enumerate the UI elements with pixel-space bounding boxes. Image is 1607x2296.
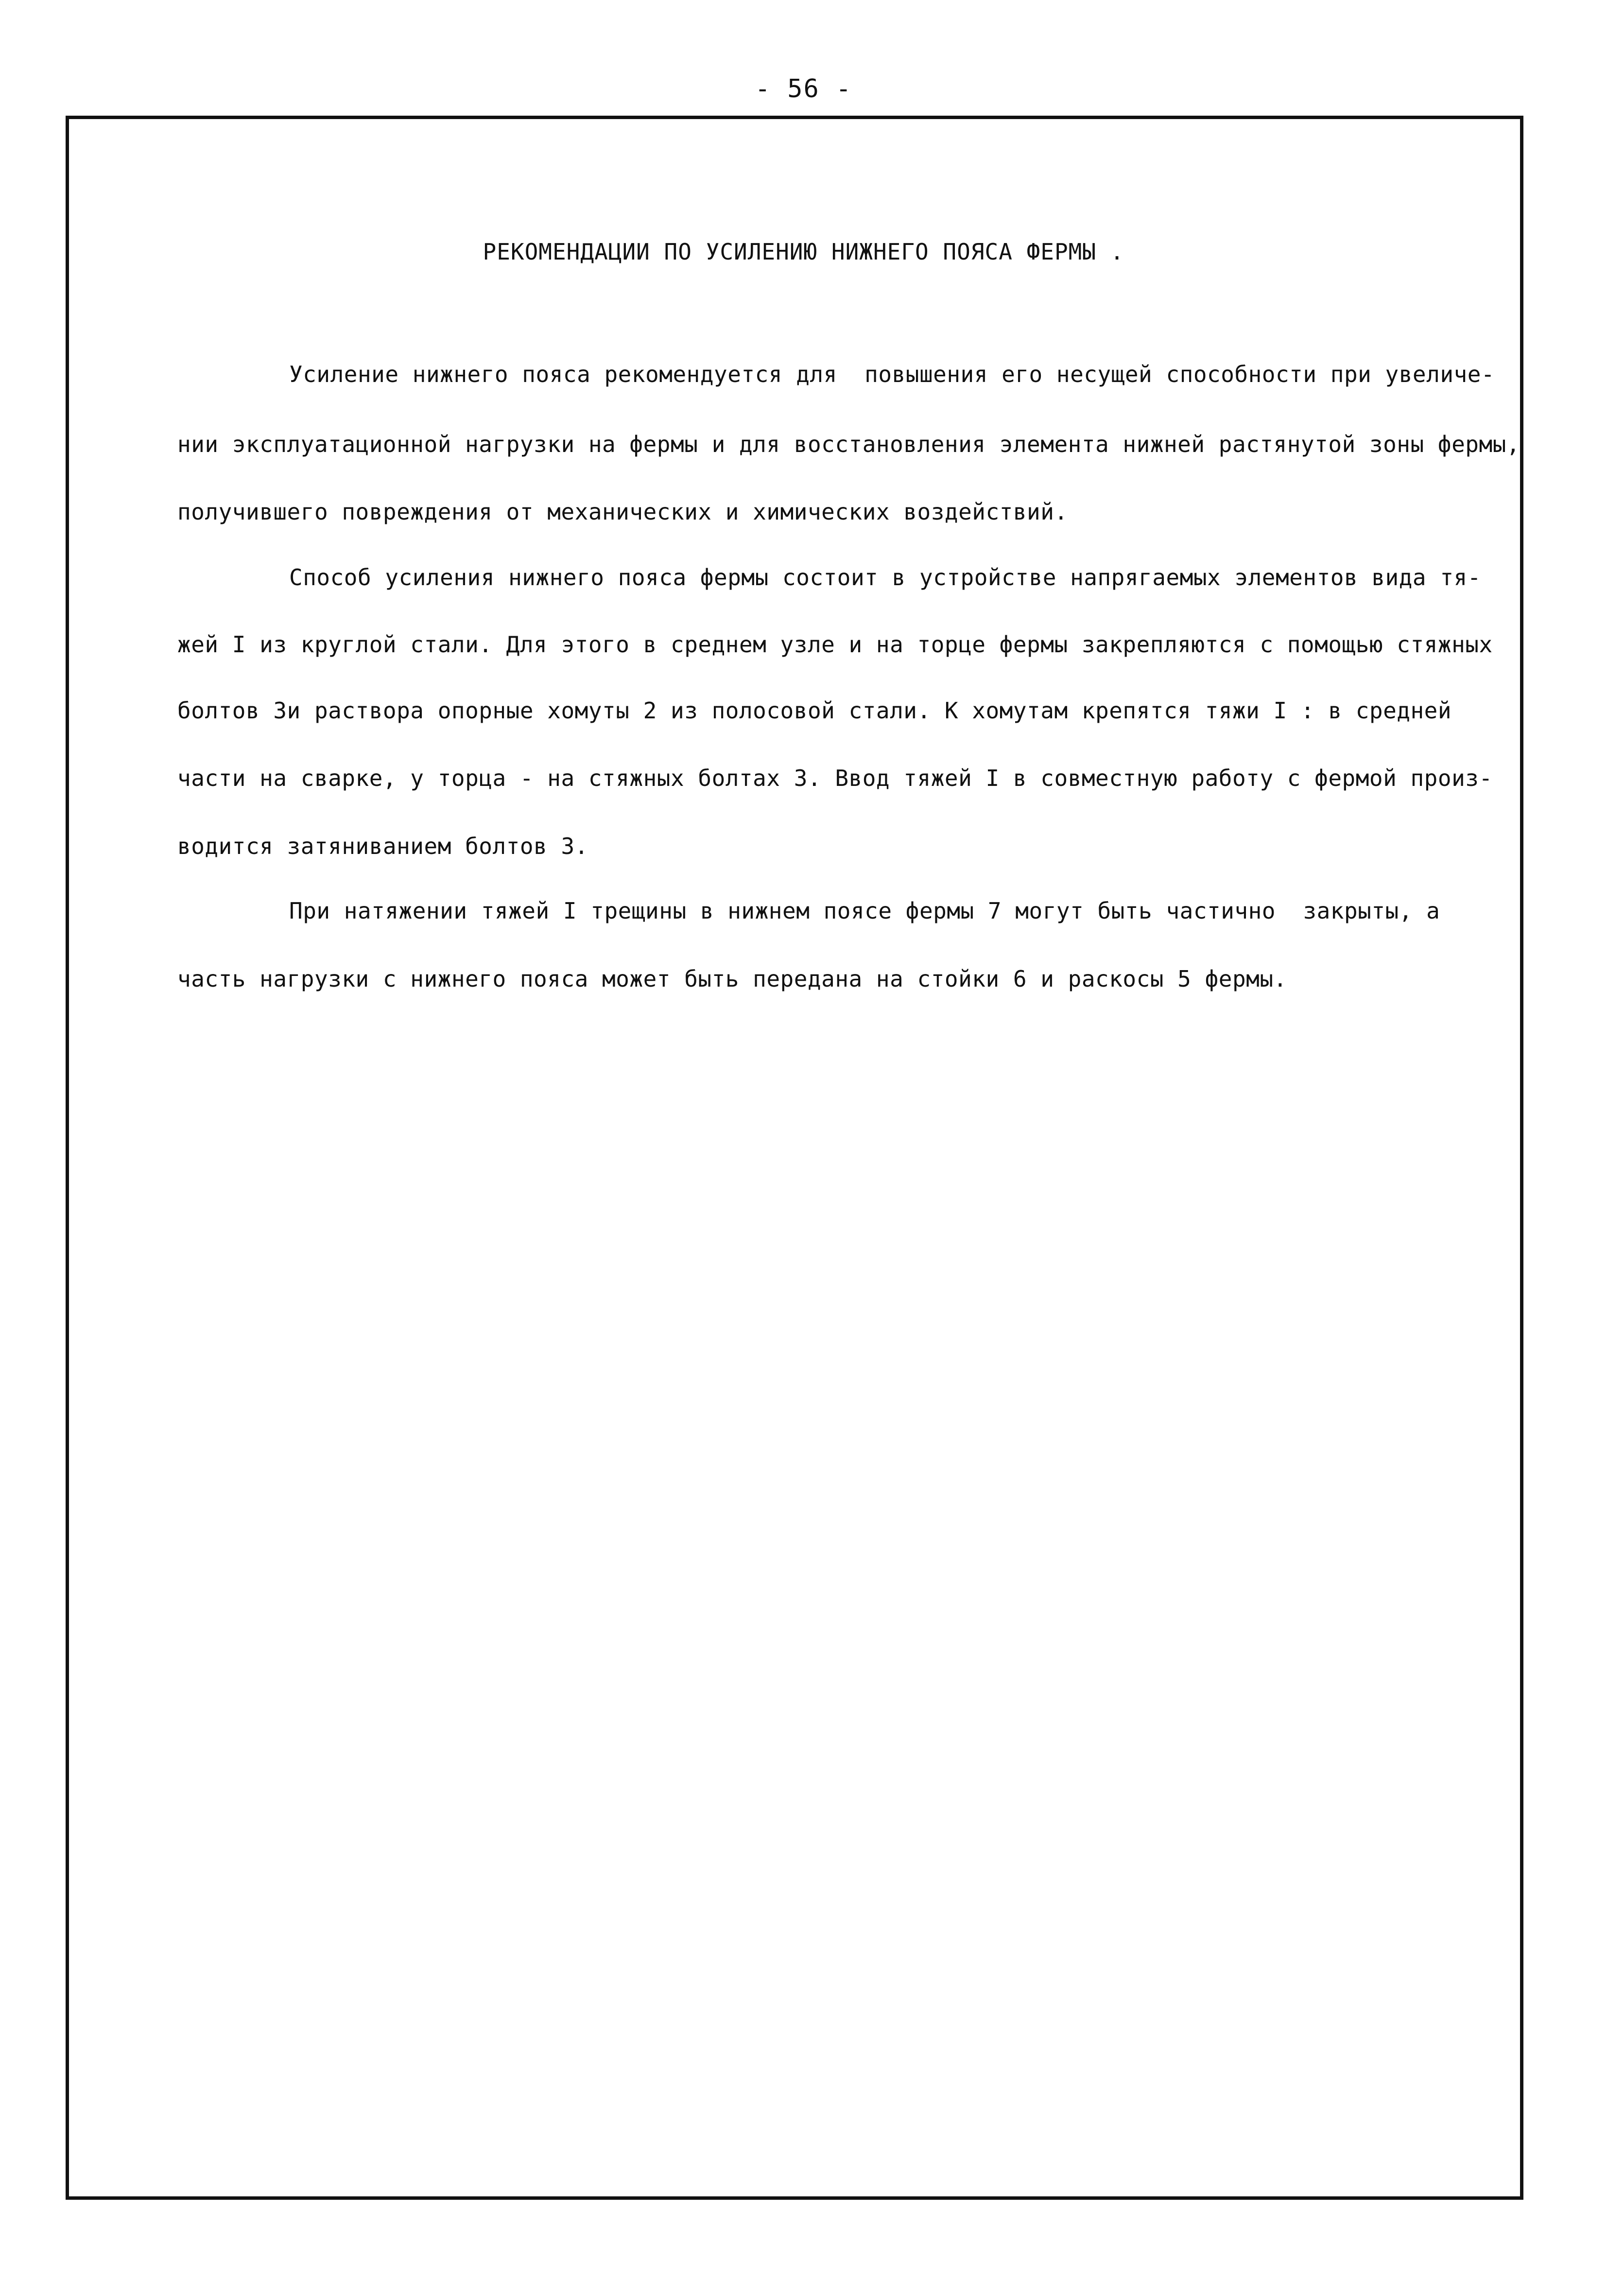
paragraph-2-line-1: Способ усиления нижнего пояса фермы состоит в устройстве напрягаемых элементов вида тя- [289, 564, 1481, 591]
paragraph-1-line-2: нии эксплуатационной нагрузки на фермы и для восстановления элемента нижней растянутой зоны фермы, [177, 431, 1521, 457]
paragraph-2-line-5: водится затяниванием болтов 3. [177, 833, 588, 859]
paragraph-3-line-2: часть нагрузки с нижнего пояса может быть передана на стойки 6 и раскосы 5 фермы. [177, 966, 1287, 992]
section-title: РЕКОМЕНДАЦИИ ПО УСИЛЕНИЮ НИЖНЕГО ПОЯСА ФЕРМЫ . [483, 239, 1124, 265]
paragraph-2-line-2: жей I из круглой стали. Для этого в среднем узле и на торце фермы закрепляются с помощью стяжных [177, 631, 1493, 658]
page-frame [66, 116, 1523, 2200]
paragraph-3-line-1: При натяжении тяжей I трещины в нижнем поясе фермы 7 могут быть частично закрыты, а [289, 898, 1440, 924]
paragraph-2-line-4: части на сварке, у торца - на стяжных болтах 3. Ввод тяжей I в совместную работу с фермой произ- [177, 765, 1493, 791]
page-number: - 56 - [755, 74, 852, 104]
paragraph-1-line-3: получившего повреждения от механических и химических воздействий. [177, 499, 1068, 525]
paragraph-2-line-3: болтов 3и раствора опорные хомуты 2 из полосовой стали. К хомутам крепятся тяжи I : в средней [177, 697, 1452, 724]
paragraph-1-line-1: Усиление нижнего пояса рекомендуется для повышения его несущей способности при увеличе- [289, 361, 1495, 387]
